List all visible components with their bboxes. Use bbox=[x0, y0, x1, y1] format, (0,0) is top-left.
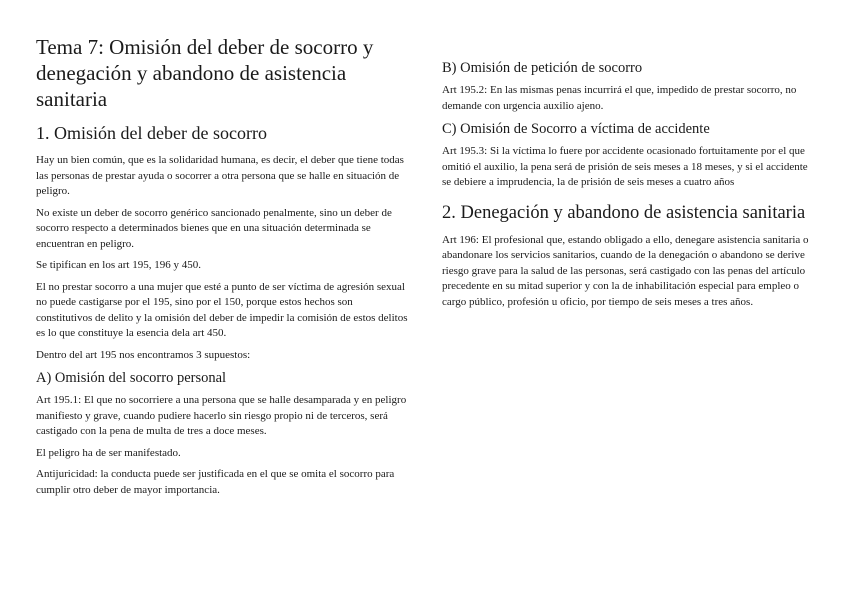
subsection-b-heading: B) Omisión de petición de socorro bbox=[442, 60, 643, 76]
paragraph: Se tipifican en los art 195, 196 y 450. bbox=[36, 259, 201, 271]
document-title: Tema 7: Omisión del deber de socorro y denegación y abandono de asistencia sanitaria bbox=[36, 35, 374, 111]
paragraph: Art 196: El profesional que, estando obligado a ello, denegare asistencia sanitaria o abandonare los servicios sanitarios, cuando de la denegación o abandono se derive riesgo grave para la salud de las personas, será castigado con las penas del artículo precedente en su mitad superior y con la de inhabilitación especial para empleo o cargo público, profesión u oficio, por tiempo de seis meses a tres años. bbox=[442, 233, 809, 308]
paragraph: Art 195.1: El que no socorriere a una persona que se halle desamparada y en peligro manifiesto y grave, cuando pudiere hacerlo sin riesgo propio ni de terceros, será castigado con la pena de multa de tres a doce meses. bbox=[36, 394, 407, 437]
paragraph: No existe un deber de socorro genérico sancionado penalmente, sino un deber de socorro respecto a determinados bienes que en una situación determinada se encuentran en peligro. bbox=[36, 206, 392, 250]
paragraph: Dentro del art 195 nos encontramos 3 supuestos: bbox=[36, 348, 251, 361]
paragraph: Antijuricidad: la conducta puede ser justificada en el que se omita el socorro para cumplir otro deber de mayor importancia. bbox=[36, 468, 395, 496]
paragraph: Art 195.3: Si la víctima lo fuere por accidente ocasionado fortuitamente por el que omitió el auxilio, la pena será de prisión de seis meses a 18 meses, y si el accidente se debiere a imprudencia, la de prisión de seis meses a cuatro años bbox=[442, 145, 808, 188]
left-column bbox=[36, 0, 410, 504]
paragraph: El no prestar socorro a una mujer que esté a punto de ser víctima de agresión sexual no puede castigarse por el 195, sino por el 150, porque estos hechos son constitutivos de delito y la omisión del deber de impedir la comisión de estos delitos es lo que constituye la esencia dela art 450. bbox=[36, 280, 408, 339]
paragraph: El peligro ha de ser manifestado. bbox=[36, 446, 181, 459]
right-column bbox=[442, 0, 816, 316]
subsection-c-heading: C) Omisión de Socorro a víctima de accidente bbox=[442, 121, 710, 137]
section-1-heading: 1. Omisión del deber de socorro bbox=[36, 123, 267, 143]
paragraph: Hay un bien común, que es la solidaridad humana, es decir, el deber que tiene todas las personas de prestar ayuda o socorrer a otra persona que se halle en situación de peligro. bbox=[36, 154, 404, 197]
section-2-heading: 2. Denegación y abandono de asistencia sanitaria bbox=[442, 202, 806, 223]
subsection-a-heading: A) Omisión del socorro personal bbox=[36, 370, 227, 386]
paragraph: Art 195.2: En las mismas penas incurrirá el que, impedido de prestar socorro, no demande con urgencia auxilio ajeno. bbox=[442, 84, 797, 112]
